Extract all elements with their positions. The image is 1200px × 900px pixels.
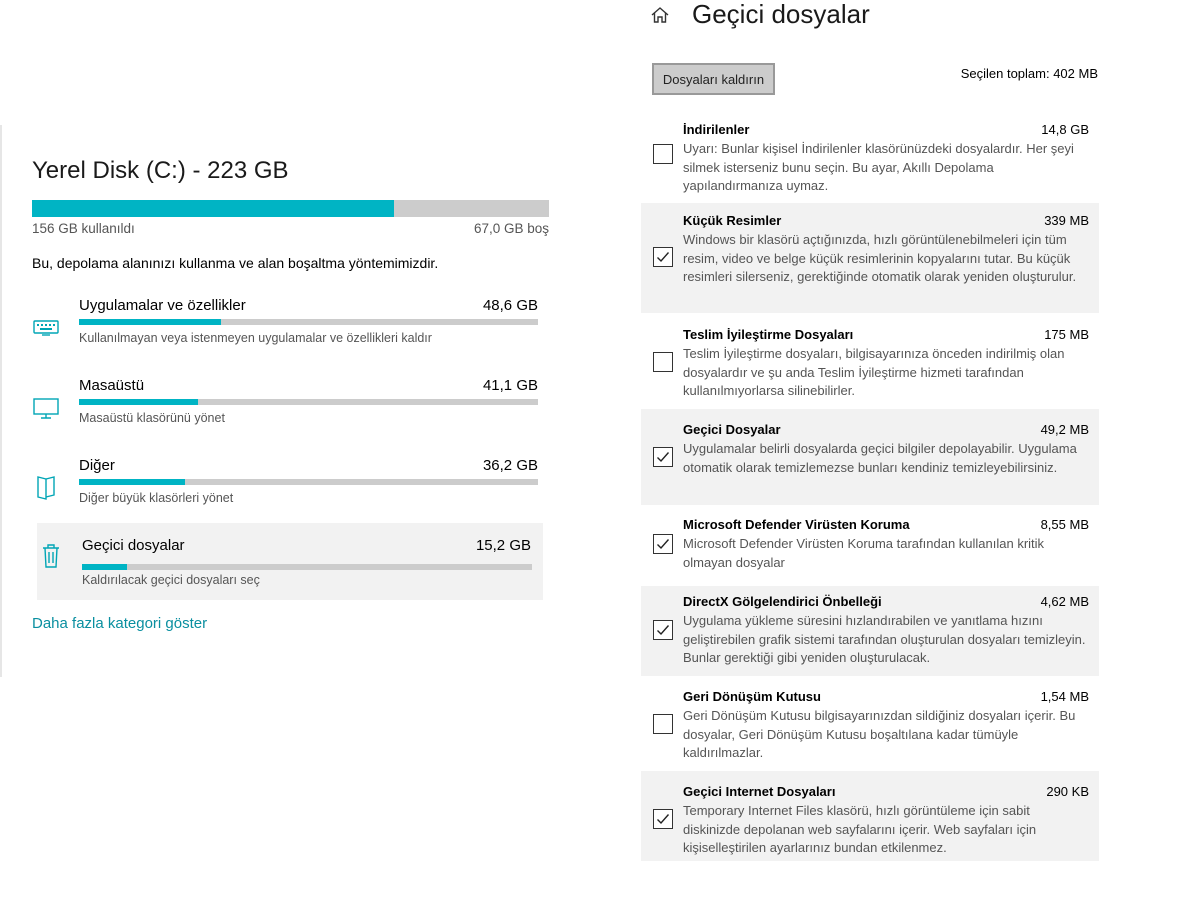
selected-total-label: Seçilen toplam: 402 MB <box>960 66 1098 81</box>
item-name: Geçici Dosyalar <box>683 422 781 437</box>
category-name: Uygulamalar ve özellikler <box>79 297 246 314</box>
item-name: Microsoft Defender Virüsten Koruma <box>683 517 910 532</box>
checkbox[interactable] <box>653 534 673 554</box>
disk-free-label: 67,0 GB boş <box>473 221 549 236</box>
checkmark-icon <box>655 811 671 827</box>
checkbox[interactable] <box>653 144 673 164</box>
intro-text: Bu, depolama alanınızı kullanma ve alan boşaltma yöntemimizdir. <box>32 255 439 271</box>
temp-item-internet-files <box>641 771 1099 861</box>
folder-icon <box>32 473 60 501</box>
item-size: 4,62 MB <box>1040 594 1089 609</box>
category-bar <box>79 319 538 325</box>
home-icon[interactable] <box>650 5 670 25</box>
item-name: İndirilenler <box>683 122 750 137</box>
checkbox[interactable] <box>653 809 673 829</box>
item-desc: Uyarı: Bunlar kişisel İndirilenler klasörünüzdeki dosyalardır. Her şeyi silmek isterseniz bunu seçin. Bu ayar, Akıllı Depolama yapılandırmanıza uymaz. <box>683 141 1074 193</box>
category-desktop[interactable] <box>2 377 562 449</box>
checkbox[interactable] <box>653 247 673 267</box>
category-size: 36,2 GB <box>482 457 538 474</box>
checkbox[interactable] <box>653 620 673 640</box>
category-size: 48,6 GB <box>482 297 538 314</box>
checkmark-icon <box>655 249 671 265</box>
disk-usage-bar <box>32 200 549 217</box>
item-name: Geri Dönüşüm Kutusu <box>683 689 821 704</box>
category-bar-fill <box>82 564 127 570</box>
disk-usage-fill <box>32 200 394 217</box>
temp-item-defender <box>641 508 1099 584</box>
category-bar-fill <box>79 479 185 485</box>
category-temp-files[interactable] <box>37 523 543 600</box>
category-bar <box>82 564 532 570</box>
item-size: 290 KB <box>1046 784 1089 799</box>
temp-item-temporary-files <box>641 409 1099 505</box>
category-bar-fill <box>79 319 221 325</box>
item-name: DirectX Gölgelendirici Önbelleği <box>683 594 882 609</box>
category-desc: Kaldırılacak geçici dosyaları seç <box>82 573 260 587</box>
checkmark-icon <box>655 449 671 465</box>
item-desc: Teslim İyileştirme dosyaları, bilgisayarınıza önceden indirilmiş olan dosyalardır ve şu anda Teslim İyileştirme hizmeti tarafından kullanılmıyorlarsa silinebilirler. <box>683 346 1065 398</box>
item-size: 339 MB <box>1044 213 1089 228</box>
item-name: Geçici Internet Dosyaları <box>683 784 836 799</box>
category-desc: Diğer büyük klasörleri yönet <box>79 491 234 505</box>
category-apps[interactable] <box>2 297 562 369</box>
category-size: 15,2 GB <box>475 537 531 554</box>
checkmark-icon <box>655 622 671 638</box>
item-size: 8,55 MB <box>1040 517 1089 532</box>
item-desc: Windows bir klasörü açtığınızda, hızlı görüntülenebilmeleri için tüm resim, video ve belge küçük resimlerinin kopyalarını tutar. Bu küçük resimleri silerseniz, gerektiğinde otomatik olarak yeniden oluşturulur. <box>683 232 1077 284</box>
trash-icon <box>37 541 65 569</box>
category-other[interactable] <box>2 457 562 529</box>
category-name: Geçici dosyalar <box>82 537 185 554</box>
item-desc: Temporary Internet Files klasörü, hızlı görüntüleme için sabit diskinizde depolanan web sayfalarını içerir. Web sayfaları için kişiselleştirilen ayarlarınız bundan etkilenmez. <box>683 803 1037 855</box>
temp-item-downloads <box>641 110 1099 198</box>
item-name: Küçük Resimler <box>683 213 782 228</box>
category-name: Diğer <box>79 457 115 474</box>
category-bar <box>79 479 538 485</box>
monitor-icon <box>32 393 60 421</box>
item-desc: Uygulamalar belirli dosyalarda geçici bilgiler depolayabilir. Uygulama otomatik olarak temizlemezse bunları kendiniz temizleyebilirsiniz. <box>683 441 1077 475</box>
checkmark-icon <box>655 536 671 552</box>
remove-files-button[interactable]: Dosyaları kaldırın <box>652 63 775 95</box>
temp-item-recycle-bin <box>641 681 1099 769</box>
temp-item-delivery-optimization <box>641 319 1099 407</box>
category-desc: Kullanılmayan veya istenmeyen uygulamalar ve özellikleri kaldır <box>79 331 432 345</box>
checkbox[interactable] <box>653 352 673 372</box>
checkbox[interactable] <box>653 447 673 467</box>
category-bar-fill <box>79 399 198 405</box>
page-title: Geçici dosyalar <box>692 0 870 29</box>
disk-title: Yerel Disk (C:) - 223 GB <box>32 157 289 184</box>
item-desc: Geri Dönüşüm Kutusu bilgisayarınızdan sildiğiniz dosyaları içerir. Bu dosyalar, Geri Dönüşüm Kutusu boşaltılana kadar tümüyle kaldırılmazlar. <box>683 708 1076 760</box>
show-more-categories-link[interactable]: Daha fazla kategori göster <box>32 615 208 632</box>
category-name: Masaüstü <box>79 377 145 394</box>
storage-panel <box>0 125 560 677</box>
apps-keyboard-icon <box>32 313 60 341</box>
disk-used-label: 156 GB kullanıldı <box>32 221 135 236</box>
item-size: 14,8 GB <box>1041 122 1089 137</box>
category-bar <box>79 399 538 405</box>
item-size: 49,2 MB <box>1040 422 1089 437</box>
item-name: Teslim İyileştirme Dosyaları <box>683 327 854 342</box>
temp-item-thumbnails <box>641 203 1099 313</box>
item-size: 175 MB <box>1044 327 1089 342</box>
item-desc: Microsoft Defender Virüsten Koruma tarafından kullanılan kritik olmayan dosyalar <box>683 536 1045 570</box>
category-size: 41,1 GB <box>482 377 538 394</box>
category-desc: Masaüstü klasörünü yönet <box>79 411 225 425</box>
temp-item-directx-cache <box>641 586 1099 676</box>
item-desc: Uygulama yükleme süresini hızlandırabilen ve yanıtlama hızını geliştirebilen grafik sistemi tarafından oluşturulan dosyaları temizleyin. Bunlar gerektiği gibi yeniden oluşturulacak. <box>683 613 1086 665</box>
checkbox[interactable] <box>653 714 673 734</box>
item-size: 1,54 MB <box>1040 689 1089 704</box>
